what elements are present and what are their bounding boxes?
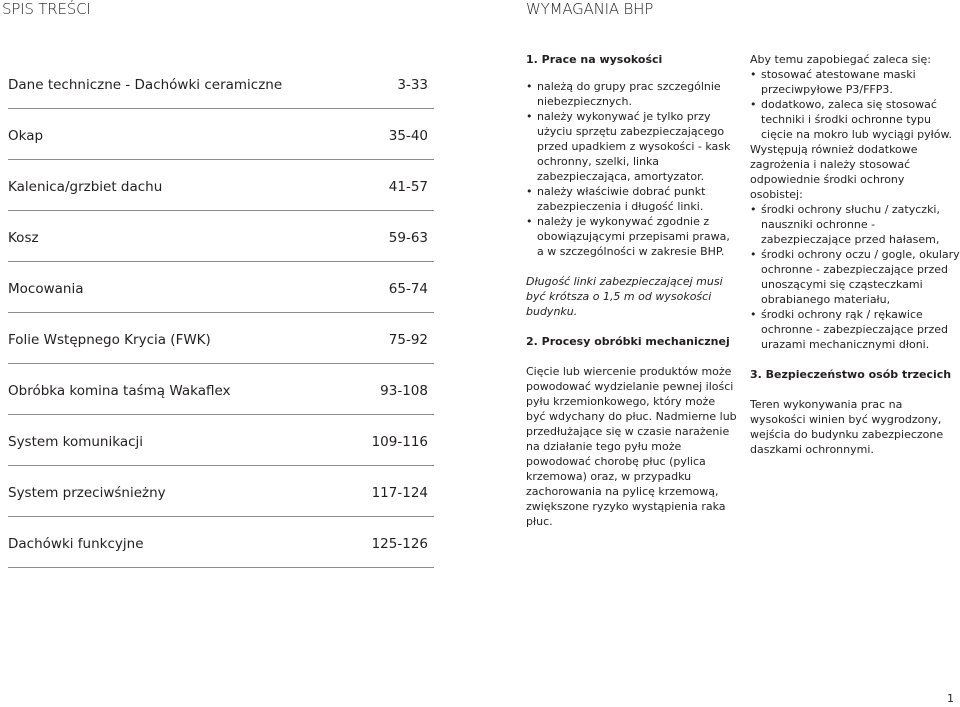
prevention-intro: Aby temu zapobiegać zaleca się: — [750, 53, 931, 66]
page-number: 1 — [947, 692, 954, 705]
heights-bullet-list — [526, 79, 738, 259]
toc-row[interactable] — [8, 57, 434, 109]
section-title-third-parties: 3. Bezpieczeństwo osób trzecich — [750, 368, 952, 381]
list-item: • środki ochrony rąk / rękawice ochronne - zabezpieczające przed urazami mechanicznymi dłoni. — [750, 307, 960, 352]
list-item: • należy wykonywać je tylko przy użyciu sprzętu zabezpieczającego przed upadkiem z wysokości - kask ochronny, szelki, linka zabezpieczająca, amortyzator. — [526, 109, 738, 184]
toc-row[interactable] — [8, 363, 434, 415]
toc-pages: 35-40 — [388, 128, 428, 144]
toc-row[interactable] — [8, 465, 434, 517]
list-item: • środki ochrony oczu / gogle, okulary ochronne - zabezpieczające przed unoszącymi się cząsteczkami obrabianego materiału, — [750, 247, 960, 307]
toc-pages: 3-33 — [397, 77, 428, 93]
toc-label: Mocowania — [8, 281, 84, 297]
toc-label: Folie Wstępnego Krycia (FWK) — [8, 332, 211, 348]
mechanical-paragraph: Cięcie lub wiercenie produktów może powodować wydzielanie pewnej ilości pyłu krzemionkowego, który może być wdychany do płuc. Nadmierne lub przedłużające się w czasie narażenie na działanie tego pyłu może powodować chorobę płuc (pylica krzemowa) oraz, w przypadku zachorowania na pylicę krzemową, zwiększone ryzyko wystąpienia raka płuc. — [526, 365, 737, 528]
toc-row[interactable] — [8, 159, 434, 211]
bhp-column-left — [526, 52, 738, 529]
toc-pages: 125-126 — [371, 536, 428, 552]
toc-label: Dane techniczne - Dachówki ceramiczne — [8, 77, 283, 93]
list-item: • środki ochrony słuchu / zatyczki, nauszniki ochronne - zabezpieczające przed hałasem, — [750, 202, 960, 247]
section-title-mechanical: 2. Procesy obróbki mechanicznej — [526, 335, 730, 348]
toc-pages: 75-92 — [388, 332, 428, 348]
list-item: • należy je wykonywać zgodnie z obowiązującymi przepisami prawa, a w szczególności w zakresie BHP. — [526, 214, 738, 259]
toc-label: Dachówki funkcyjne — [8, 536, 144, 552]
toc-label: System komunikacji — [8, 434, 144, 450]
toc-pages: 93-108 — [380, 383, 428, 399]
toc-pages: 41-57 — [388, 179, 428, 195]
toc-pages: 65-74 — [388, 281, 428, 297]
toc-label: Kalenica/grzbiet dachu — [8, 179, 163, 195]
bhp-column-right — [750, 52, 960, 457]
safety-line-note: Długość linki zabezpieczającej musi być krótsza o 1,5 m od wysokości budynku. — [526, 275, 723, 318]
toc-label: Okap — [8, 128, 44, 144]
list-item: • stosować atestowane maski przeciwpyłowe P3/FFP3. — [750, 67, 960, 97]
toc-row[interactable] — [8, 414, 434, 466]
list-item: • dodatkowo, zaleca się stosować techniki i środki ochronne typu cięcie na mokro lub wyciągi pyłów. — [750, 97, 960, 142]
header-right-title: WYMAGANIA BHP — [526, 0, 654, 18]
additional-hazards-text: Występują również dodatkowe zagrożenia i należy stosować odpowiednie środki ochrony osobistej: — [750, 143, 918, 201]
list-item: • należy właściwie dobrać punkt zabezpieczenia i długość linki. — [526, 184, 738, 214]
section-title-heights: 1. Prace na wysokości — [526, 53, 663, 66]
toc-pages: 109-116 — [371, 434, 428, 450]
toc-label: Obróbka komina taśmą Wakaflex — [8, 383, 231, 399]
header-left-title: SPIS TREŚCI — [2, 0, 91, 18]
ppe-bullet-list — [750, 202, 960, 352]
toc-row[interactable] — [8, 312, 434, 364]
toc-label: Kosz — [8, 230, 39, 246]
toc-row[interactable] — [8, 210, 434, 262]
prevention-bullet-list — [750, 67, 960, 142]
toc-pages: 117-124 — [371, 485, 428, 501]
toc-pages: 59-63 — [388, 230, 428, 246]
toc-row[interactable] — [8, 516, 434, 568]
third-parties-paragraph: Teren wykonywania prac na wysokości winien być wygrodzony, wejścia do budynku zabezpieczone daszkami ochronnymi. — [750, 398, 944, 456]
toc-label: System przeciwśnieżny — [8, 485, 166, 501]
list-item: • należą do grupy prac szczególnie niebezpiecznych. — [526, 79, 738, 109]
toc-row[interactable] — [8, 261, 434, 313]
toc-row[interactable] — [8, 108, 434, 160]
